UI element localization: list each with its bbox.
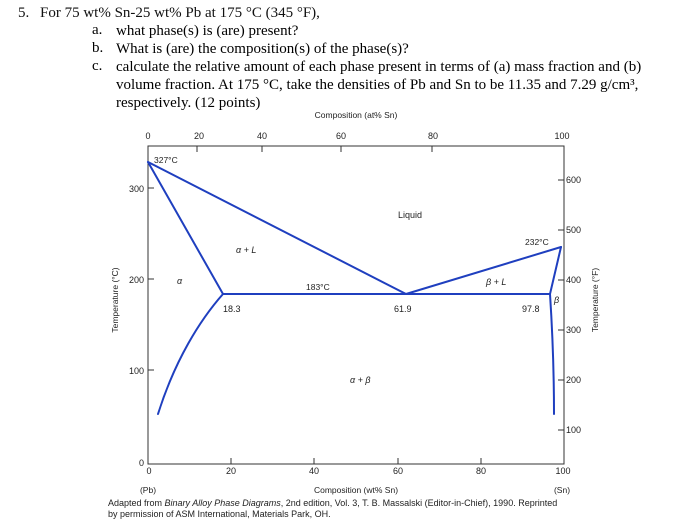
left-tick-200: 200	[128, 275, 144, 285]
problem-stem: For 75 wt% Sn-25 wt% Pb at 175 °C (345 °F),	[40, 5, 320, 21]
solvus-beta	[550, 294, 554, 414]
left-end-label: (Pb)	[139, 485, 157, 495]
top-tick-marks	[148, 146, 564, 152]
beta-label: β	[554, 295, 560, 305]
top-tick-60: 60	[335, 131, 347, 141]
part-c-line3: respectively. (12 points)	[116, 95, 261, 111]
bottom-tick-40: 40	[308, 466, 320, 476]
left-tick-marks	[148, 188, 154, 370]
eutectic-temp-label: 183°C	[306, 282, 330, 292]
part-a-label: a.	[92, 22, 103, 38]
right-tick-100: 100	[566, 425, 582, 435]
part-b-label: b.	[92, 40, 104, 56]
c-alpha-label: 18.3	[223, 304, 241, 314]
top-tick-80: 80	[427, 131, 439, 141]
top-axis-title: Composition (at% Sn)	[314, 110, 398, 120]
solidus-beta	[550, 247, 561, 294]
left-axis-title: Temperature (°C)	[110, 267, 120, 333]
bottom-tick-80: 80	[475, 466, 487, 476]
right-tick-300: 300	[566, 325, 582, 335]
bottom-tick-marks	[231, 458, 481, 464]
right-tick-400: 400	[566, 275, 582, 285]
right-axis-title: Temperature (°F)	[590, 267, 600, 333]
beta-liquid-label: β + L	[486, 277, 507, 287]
right-tick-500: 500	[566, 225, 582, 235]
bottom-tick-60: 60	[392, 466, 404, 476]
liquid-label: Liquid	[398, 210, 423, 220]
bottom-axis-title: Composition (wt% Sn)	[313, 485, 399, 495]
top-tick-20: 20	[193, 131, 205, 141]
top-tick-0: 0	[145, 131, 151, 141]
alpha-liquid-label: α + L	[236, 245, 257, 255]
left-tick-0: 0	[138, 458, 144, 468]
solvus-alpha	[158, 294, 223, 414]
bottom-tick-0: 0	[146, 466, 152, 476]
top-tick-40: 40	[256, 131, 268, 141]
right-end-label: (Sn)	[553, 485, 571, 495]
caption-line2: by permission of ASM International, Materials Park, OH.	[108, 509, 331, 519]
part-b-text: What is (are) the composition(s) of the phase(s)?	[116, 41, 409, 57]
right-tick-marks	[558, 180, 564, 430]
problem-number: 5.	[18, 5, 30, 21]
liquidus-left	[148, 162, 406, 294]
right-tick-200: 200	[566, 375, 582, 385]
sn-melt-label: 232°C	[525, 237, 549, 247]
top-tick-100: 100	[554, 131, 570, 141]
left-tick-300: 300	[128, 184, 144, 194]
pb-melt-label: 327°C	[154, 155, 178, 165]
part-c-line1: calculate the relative amount of each phase present in terms of (a) mass fraction and (b)	[116, 59, 642, 75]
right-tick-600: 600	[566, 175, 582, 185]
bottom-tick-100: 100	[555, 466, 571, 476]
caption-line1: Adapted from Binary Alloy Phase Diagrams, 2nd edition, Vol. 3, T. B. Massalski (Editor-in-Chief), 1990. Reprinted	[108, 498, 558, 508]
alpha-label: α	[177, 276, 183, 286]
part-a-text: what phase(s) is (are) present?	[116, 23, 299, 39]
part-c-label: c.	[92, 58, 103, 74]
c-beta-label: 97.8	[522, 304, 540, 314]
liquidus-right	[406, 247, 561, 294]
alpha-beta-label: α + β	[350, 375, 371, 385]
left-tick-100: 100	[128, 366, 144, 376]
c-eutectic-label: 61.9	[394, 304, 412, 314]
part-c-line2: volume fraction. At 175 °C, take the densities of Pb and Sn to be 11.35 and 7.29 g/cm³,	[116, 77, 639, 93]
bottom-tick-20: 20	[225, 466, 237, 476]
